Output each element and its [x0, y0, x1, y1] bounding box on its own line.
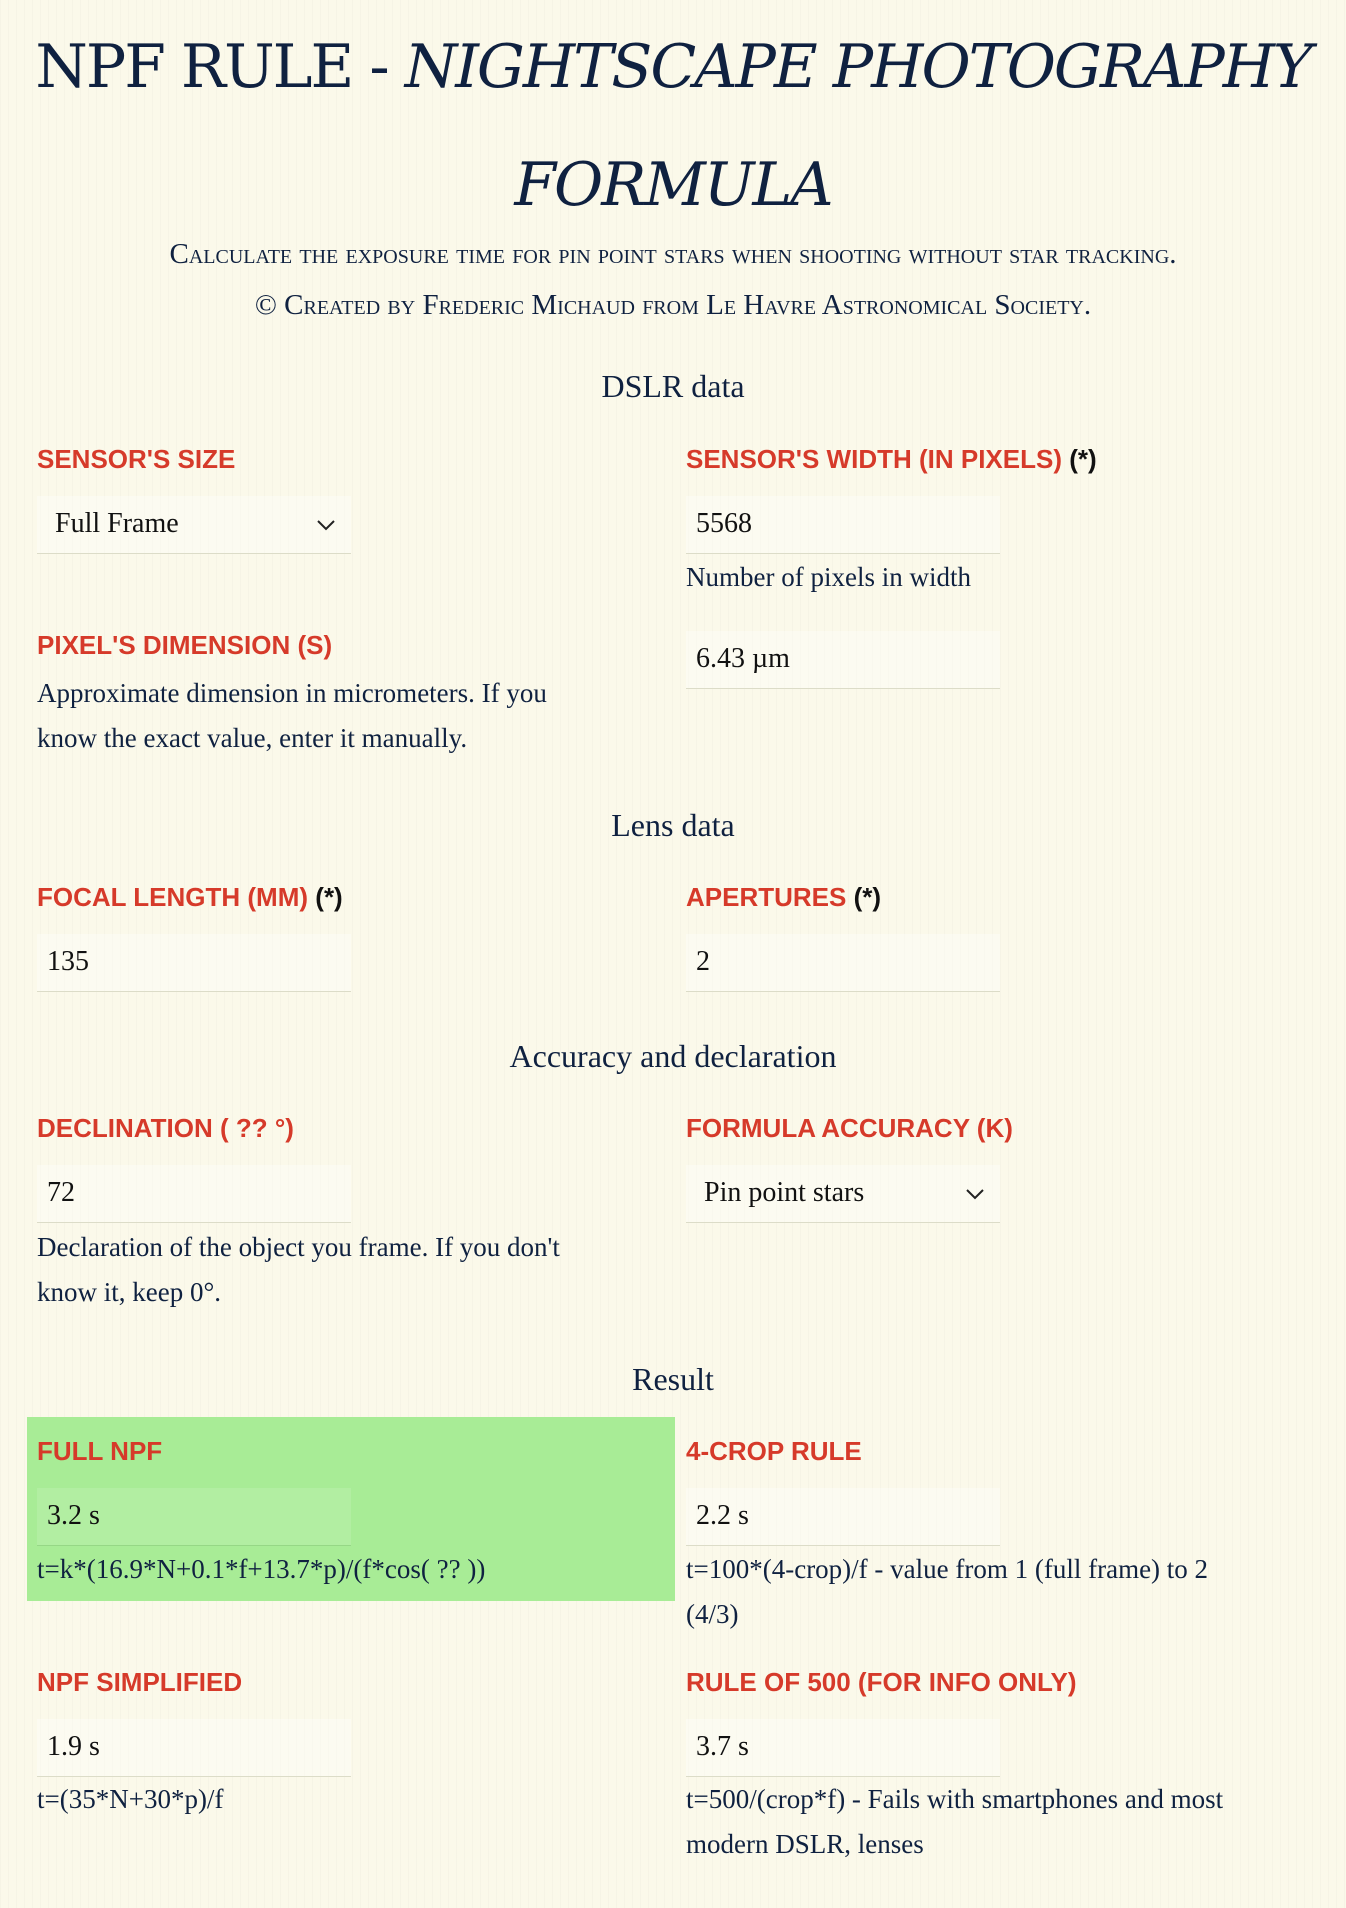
chevron-down-icon: [964, 1187, 986, 1201]
npf-simplified-label: [37, 1667, 242, 1698]
declination-input[interactable]: [37, 1165, 351, 1223]
declination-help-line-2: know it, keep 0°.: [37, 1277, 222, 1307]
section-title-accuracy: Accuracy and declaration: [509, 1038, 837, 1074]
npf-simplified-output[interactable]: [37, 1719, 351, 1777]
required-marker: (*): [315, 882, 343, 912]
rule-500-label-text: RULE OF 500 (FOR INFO ONLY): [686, 1667, 1077, 1697]
formula-accuracy-label-text: FORMULA ACCURACY (K): [686, 1113, 1013, 1143]
crop-rule-output[interactable]: [686, 1488, 1000, 1546]
crop-rule-label-text: 4-CROP RULE: [686, 1436, 862, 1466]
crop-rule-label: [686, 1436, 862, 1467]
sensor-width-input[interactable]: [686, 496, 1000, 554]
rule-500-value: 3.7 s: [696, 1731, 749, 1762]
sensor-size-selected-value: Full Frame: [55, 508, 179, 539]
focal-length-label-text: FOCAL LENGTH (MM): [37, 882, 309, 912]
declination-label: [37, 1113, 294, 1144]
sensor-width-label-text: SENSOR'S WIDTH (IN PIXELS): [686, 444, 1062, 474]
rule-500-label: [686, 1667, 1077, 1698]
full-npf-value: 3.2 s: [47, 1500, 100, 1531]
pixel-dimension-help-line-1: Approximate dimension in micrometers. If you: [37, 678, 547, 708]
crop-rule-formula: [686, 1547, 1208, 1637]
apertures-label-text: APERTURES: [686, 882, 847, 912]
sensor-size-select[interactable]: [37, 496, 351, 554]
full-npf-output[interactable]: [37, 1488, 351, 1546]
section-title-dslr: DSLR data: [601, 368, 745, 404]
crop-rule-formula-line-1: t=100*(4-crop)/f - value from 1 (full frame) to 2: [686, 1554, 1209, 1584]
declination-value: 72: [47, 1177, 75, 1208]
full-npf-label: [37, 1436, 162, 1467]
formula-accuracy-select[interactable]: [686, 1165, 1000, 1223]
full-npf-label-text: FULL NPF: [37, 1436, 163, 1466]
apertures-input[interactable]: [686, 934, 1000, 992]
formula-accuracy-label: [686, 1113, 1013, 1144]
pixel-dimension-label: [37, 630, 332, 661]
npf-simplified-formula: t=(35*N+30*p)/f: [37, 1784, 224, 1814]
rule-500-formula: [686, 1777, 1223, 1867]
apertures-value: 2: [696, 946, 710, 977]
declination-help-line-1: Declaration of the object you frame. If you don't: [37, 1232, 560, 1262]
subtitle-description: Calculate the exposure time for pin point stars when shooting without star tracking.: [169, 238, 1177, 270]
apertures-label: [686, 882, 881, 913]
pixel-dimension-label-text: PIXEL'S DIMENSION (S): [37, 630, 333, 660]
title-italic-line-1: NIGHTSCAPE PHOTOGRAPHY: [404, 32, 1311, 102]
crop-rule-formula-line-2: (4/3): [686, 1599, 739, 1629]
chevron-down-icon: [315, 518, 337, 532]
declination-label-text: DECLINATION ( ?? °): [37, 1113, 294, 1143]
sensor-size-label: [37, 444, 235, 475]
rule-500-formula-line-1: t=500/(crop*f) - Fails with smartphones and most: [686, 1784, 1224, 1814]
sensor-width-help: Number of pixels in width: [686, 562, 971, 592]
formula-accuracy-selected-value: Pin point stars: [704, 1177, 865, 1208]
required-marker: (*): [853, 882, 882, 912]
subtitle-credit: © Created by Frederic Michaud from Le Havre Astronomical Society.: [254, 289, 1092, 321]
pixel-dimension-input[interactable]: [686, 631, 1000, 689]
rule-500-formula-line-2: modern DSLR, lenses: [686, 1829, 924, 1859]
focal-length-label: [37, 882, 343, 913]
required-marker: (*): [1069, 444, 1097, 474]
title-italic-line-2: FORMULA: [514, 150, 832, 220]
page-title: [0, 8, 1346, 244]
pixel-dimension-value: 6.43 µm: [696, 643, 790, 674]
focal-length-value: 135: [47, 946, 89, 977]
declination-help: [37, 1225, 560, 1315]
full-npf-formula: t=k*(16.9*N+0.1*f+13.7*p)/(f*cos( ?? )): [37, 1554, 486, 1584]
pixel-dimension-help: [37, 671, 547, 761]
section-title-result: Result: [632, 1361, 714, 1397]
npf-simplified-value: 1.9 s: [47, 1731, 100, 1762]
pixel-dimension-help-line-2: know the exact value, enter it manually.: [37, 723, 468, 753]
sensor-width-value: 5568: [696, 508, 752, 539]
sensor-size-label-text: SENSOR'S SIZE: [37, 444, 236, 474]
sensor-width-label: [686, 444, 1097, 475]
rule-500-output[interactable]: [686, 1719, 1000, 1777]
crop-rule-value: 2.2 s: [696, 1500, 749, 1531]
title-plain: NPF RULE -: [35, 32, 405, 102]
section-title-lens: Lens data: [611, 807, 735, 843]
npf-simplified-label-text: NPF SIMPLIFIED: [37, 1667, 243, 1697]
focal-length-input[interactable]: [37, 934, 351, 992]
